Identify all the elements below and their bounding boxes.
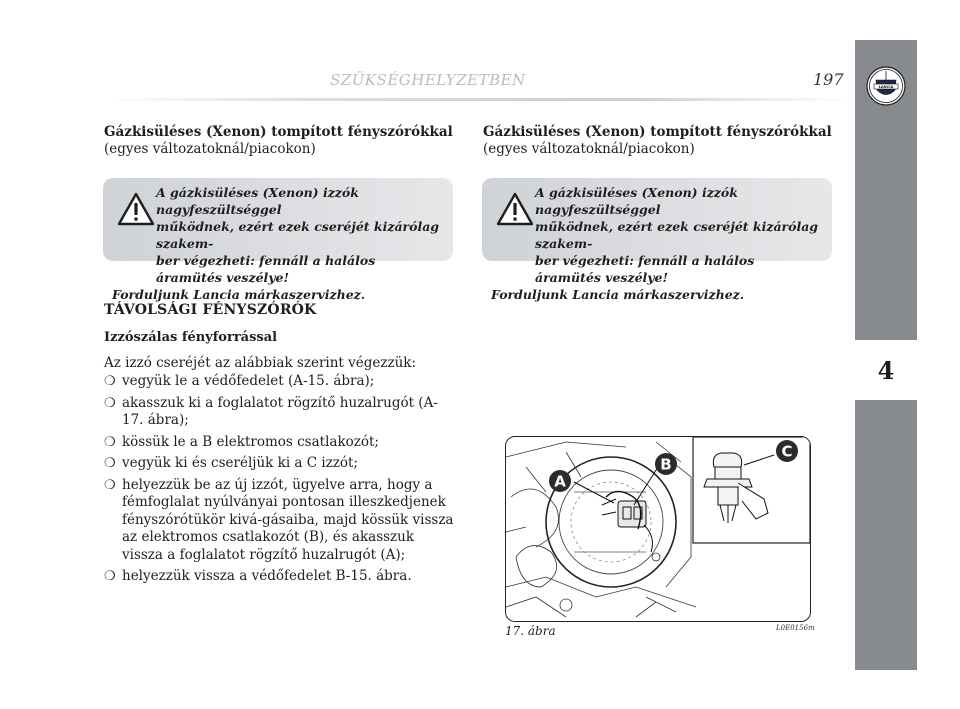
warning-line: ber végezheti: fennáll a halálos áramütés veszélye! [535, 253, 755, 285]
list-item [104, 373, 459, 391]
list-item [104, 395, 459, 430]
bullet-icon: ❍ [104, 477, 116, 493]
section-heading: TÁVOLSÁGI FÉNYSZÓRÓK [104, 302, 317, 318]
step-text: akasszuk ki a foglalatot rögzítő huzalrugót (A-17. ábra); [122, 394, 438, 428]
right-section-header [483, 124, 833, 158]
warning-line: A gázkisüléses (Xenon) izzók nagyfeszültséggel [535, 185, 738, 217]
left-warning-box [103, 178, 453, 302]
page-number: 197 [813, 70, 844, 89]
bullet-icon: ❍ [104, 395, 116, 411]
bullet-icon: ❍ [104, 456, 116, 471]
right-section-title: Gázkisüléses (Xenon) tompított fényszórókkal [483, 124, 832, 140]
bullet-icon: ❍ [104, 374, 116, 389]
list-item [104, 477, 459, 565]
label-a: A [554, 472, 566, 491]
headlight-illustration [506, 437, 810, 621]
left-section-title: Gázkisüléses (Xenon) tompított fényszórókkal [104, 124, 453, 140]
right-warning-box [482, 178, 832, 302]
header-divider [108, 98, 848, 101]
step-text: helyezzük vissza a védőfedelet B-15. ábra. [122, 568, 412, 584]
label-c: C [781, 442, 793, 461]
left-warning-text [103, 184, 443, 303]
step-text: vegyük ki és cseréljük ki a C izzót; [122, 455, 359, 471]
chapter-tab[interactable] [855, 340, 917, 400]
warning-line: A gázkisüléses (Xenon) izzók nagyfeszültséggel [156, 185, 359, 217]
intro-text: Az izzó cseréjét az alábbiak szerint végezzük: [104, 355, 417, 371]
list-item [104, 455, 459, 473]
bullet-icon: ❍ [104, 569, 116, 584]
right-section-subtitle: (egyes változatoknál/piacokon) [483, 141, 695, 157]
warning-line: Forduljunk Lancia márkaszervizhez. [491, 287, 745, 302]
warning-line: működnek, ezért ezek cseréjét kizárólag szakem- [535, 219, 819, 251]
warning-line: működnek, ezért ezek cseréjét kizárólag szakem- [156, 219, 440, 251]
left-section-subtitle: (egyes változatoknál/piacokon) [104, 141, 316, 157]
headlight-figure [505, 436, 811, 622]
list-item [104, 568, 459, 586]
list-item [104, 434, 459, 452]
lancia-logo-icon [866, 66, 906, 106]
label-b: B [660, 455, 672, 474]
step-text: kössük le a B elektromos csatlakozót; [122, 433, 379, 450]
left-section-header [104, 124, 454, 158]
subsection-heading: Izzószálas fényforrással [104, 330, 278, 345]
step-list [104, 373, 459, 590]
figure-caption: 17. ábra [505, 624, 556, 638]
bullet-icon: ❍ [104, 434, 116, 450]
step-text: helyezzük be az új izzót, ügyelve arra, hogy a fémfoglalat nyúlványai pontosan illeszkedjenek fényszórótükör kivá-gásaiba, majd kössük vissza az elektromos csatlakozót (B), és akasszuk vissza a foglalatot rögzítő huzalrugót (A); [122, 476, 454, 563]
warning-line: ber végezheti: fennáll a halálos áramütés veszélye! [156, 253, 376, 285]
chapter-number: 4 [877, 355, 895, 385]
logo-text: LANCIA [878, 85, 894, 90]
figure-code: L0E0156m [776, 624, 815, 632]
running-header-title: SZÜKSÉGHELYZETBEN [330, 71, 526, 89]
warning-line: Forduljunk Lancia márkaszervizhez. [112, 287, 366, 302]
right-warning-text [482, 184, 822, 303]
step-text: vegyük le a védőfedelet (A-15. ábra); [122, 373, 375, 389]
